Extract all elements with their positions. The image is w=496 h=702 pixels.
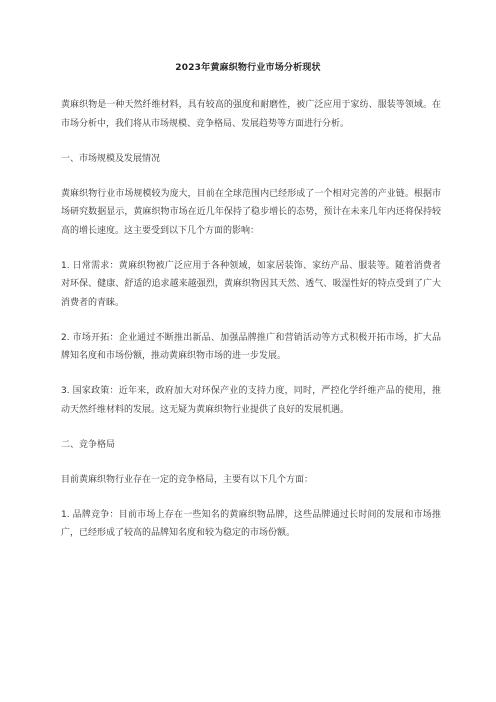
intro-paragraph: 黄麻织物是一种天然纤维材料，具有较高的强度和耐磨性，被广泛应用于家纺、服装等领域。在市场分析中，我们将从市场规模、竞争格局、发展趋势等方面进行分析。: [61, 100, 441, 129]
section-heading-competition: 二、竞争格局: [61, 439, 116, 450]
competition-item-1: 1. 品牌竞争：目前市场上存在一些知名的黄麻织物品牌，这些品牌通过长时间的发展和市场推广，已经形成了较高的品牌知名度和较为稳定的市场份额。: [61, 509, 441, 538]
factor-item-2: 2. 市场开拓：企业通过不断推出新品、加强品牌推广和营销活动等方式积极开拓市场，扩大品牌知名度和市场份额，推动黄麻织物市场的进一步发展。: [61, 332, 441, 361]
section-heading-market-size: 一、市场规模及发展情况: [61, 153, 161, 164]
market-size-paragraph: 黄麻织物行业市场规模较为庞大，目前在全球范围内已经形成了一个相对完善的产业链。根据市场研究数据显示，黄麻织物市场在近几年保持了稳步增长的态势，预计在未来几年内还将保持较高的增长速度。这主要受到以下几个方面的影响：: [61, 188, 441, 236]
document-body: [61, 96, 441, 559]
factor-item-1: 1. 日常需求：黄麻织物被广泛应用于各种领域，如家居装饰、家纺产品、服装等。随着消费者对环保、健康、舒适的追求越来越强烈，黄麻织物因其天然、透气、吸湿性好的特点受到了广大消费者的青睐。: [61, 260, 441, 308]
document-title: 2023年黄麻织物行业市场分析现状: [175, 63, 321, 73]
competition-intro-paragraph: 目前黄麻织物行业存在一定的竞争格局，主要有以下几个方面：: [61, 474, 314, 485]
factor-item-3: 3. 国家政策：近年来，政府加大对环保产业的支持力度，同时，严控化学纤维产品的使用，推动天然纤维材料的发展。这无疑为黄麻织物行业提供了良好的发展机遇。: [61, 386, 441, 415]
